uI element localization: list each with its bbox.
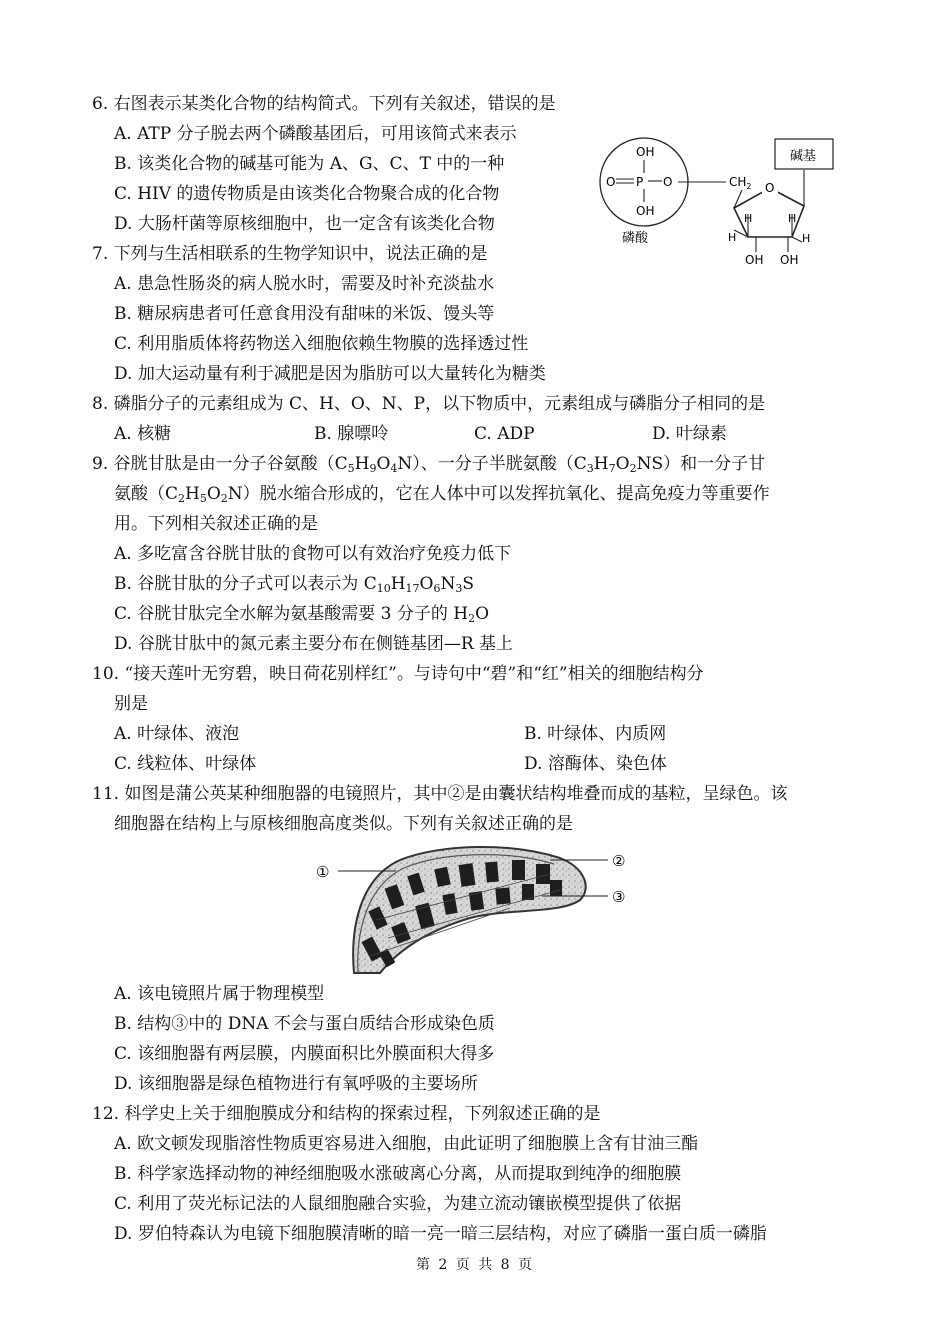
q10-option-c: C. 线粒体、叶绿体: [114, 754, 257, 774]
oh-bottom: OH: [636, 204, 655, 218]
label-3: ③: [612, 888, 626, 906]
q12-stem: 12. 科学史上关于细胞膜成分和结构的探索过程，下列叙述正确的是: [92, 1104, 601, 1124]
q12-option-c: C. 利用了荧光标记法的人鼠细胞融合实验，为建立流动镶嵌模型提供了依据: [114, 1194, 682, 1214]
chloroplast-micrograph: [310, 838, 640, 978]
h-c4: H: [744, 212, 753, 225]
label-2: ②: [612, 852, 626, 870]
q12-option-d: D. 罗伯特森认为电镜下细胞膜清晰的暗一亮一暗三层结构，对应了磷脂一蛋白质一磷脂: [114, 1224, 767, 1244]
q11-stem-line-2: 细胞器在结构上与原核细胞高度类似。下列有关叙述正确的是: [114, 814, 573, 834]
ch2-group: $CH_2$: [729, 175, 752, 191]
ring-oxygen: O: [765, 181, 775, 195]
q6-option-b: B. 该类化合物的碱基可能为 A、G、C、T 中的一种: [114, 154, 505, 174]
q8-option-b: B. 腺嘌呤: [314, 424, 389, 444]
q11-option-d: D. 该细胞器是绿色植物进行有氧呼吸的主要场所: [114, 1074, 478, 1094]
nucleotide-structure-figure: [592, 130, 852, 275]
q9-stem-line-2: 氨酸$(C_2H_5O_2N)$脱水缩合形成的，它在人体中可以发挥抗氧化、提高免疫力等重要作: [114, 484, 770, 505]
q7-option-d: D. 加大运动量有利于减肥是因为脂肪可以大量转化为糖类: [114, 364, 546, 384]
q12-option-b: B. 科学家选择动物的神经细胞吸水涨破离心分离，从而提取到纯净的细胞膜: [114, 1164, 682, 1184]
label-1: ①: [316, 863, 330, 881]
p-atom: P: [636, 175, 644, 189]
q8-option-d: D. 叶绿素: [652, 424, 727, 444]
q9-option-d: D. 谷胱甘肽中的氮元素主要分布在侧链基团—R 基上: [114, 634, 514, 654]
q9-option-b: B. 谷胱甘肽的分子式可以表示为 $C_{10}H_{17}O_6N_3S$: [114, 574, 475, 595]
q11-option-c: C. 该细胞器有两层膜，内膜面积比外膜面积大得多: [114, 1044, 495, 1064]
q11-option-b: B. 结构③中的 DNA 不会与蛋白质结合形成染色质: [114, 1014, 495, 1034]
q7-option-c: C. 利用脂质体将药物送入细胞依赖生物膜的选择透过性: [114, 334, 529, 354]
q8-stem: 8. 磷脂分子的元素组成为 C、H、O、N、P，以下物质中，元素组成与磷脂分子相同的是: [92, 394, 766, 414]
q8-option-c: C. ADP: [474, 424, 535, 444]
h-c3: H: [728, 231, 737, 244]
h-c2: H: [802, 232, 811, 245]
q7-stem: 7. 下列与生活相联系的生物学知识中，说法正确的是: [92, 244, 488, 264]
oh-top: OH: [636, 145, 655, 159]
q6-option-a: A. ATP 分子脱去两个磷酸基团后，可用该简式来表示: [114, 124, 517, 144]
base-label: 碱基: [790, 149, 817, 164]
page-footer: 第 2 页 共 8 页: [415, 1257, 535, 1273]
o-double: O: [606, 175, 616, 189]
o-ester: O: [663, 175, 673, 189]
q6-stem: 6. 右图表示某类化合物的结构简式。下列有关叙述，错误的是: [92, 94, 556, 114]
q10-stem-line-1: 10. “接天莲叶无穷碧，映日荷花别样红”。与诗句中“碧”和“红”相关的细胞结构分: [92, 664, 704, 684]
q12-option-a: A. 欧文顿发现脂溶性物质更容易进入细胞，由此证明了细胞膜上含有甘油三酯: [114, 1134, 699, 1154]
q9-stem-line-1: 9. 谷胱甘肽是由一分子谷氨酸$(C_5H_9O_4N)$、一分子半胱氨酸$(C_3H_7O_2NS)$和一分子甘: [92, 454, 766, 475]
q11-stem-line-1: 11. 如图是蒲公英某种细胞器的电镜照片，其中②是由囊状结构堆叠而成的基粒，呈绿色。该: [92, 784, 788, 804]
q7-option-b: B. 糖尿病患者可任意食用没有甜味的米饭、馒头等: [114, 304, 495, 324]
oh-c2: OH: [780, 253, 799, 267]
q10-stem-line-2: 别是: [114, 694, 148, 714]
q9-option-c: C. 谷胱甘肽完全水解为氨基酸需要 3 分子的 $H_2O$: [114, 604, 489, 625]
q7-option-a: A. 患急性肠炎的病人脱水时，需要及时补充淡盐水: [114, 274, 495, 294]
q10-option-b: B. 叶绿体、内质网: [524, 724, 667, 744]
q10-option-d: D. 溶酶体、染色体: [524, 754, 667, 774]
q10-option-a: A. 叶绿体、液泡: [114, 724, 240, 744]
q9-stem-line-3: 用。下列相关叙述正确的是: [114, 514, 318, 534]
q9-option-a: A. 多吃富含谷胱甘肽的食物可以有效治疗免疫力低下: [114, 544, 512, 564]
q11-option-a: A. 该电镜照片属于物理模型: [114, 984, 325, 1004]
q8-option-a: A. 核糖: [114, 424, 172, 444]
oh-c3: OH: [745, 253, 764, 267]
phosphate-label: 磷酸: [622, 231, 649, 246]
q6-option-d: D. 大肠杆菌等原核细胞中，也一定含有该类化合物: [114, 214, 495, 234]
h-c1: H: [788, 212, 797, 225]
q6-option-c: C. HIV 的遗传物质是由该类化合物聚合成的化合物: [114, 184, 500, 204]
